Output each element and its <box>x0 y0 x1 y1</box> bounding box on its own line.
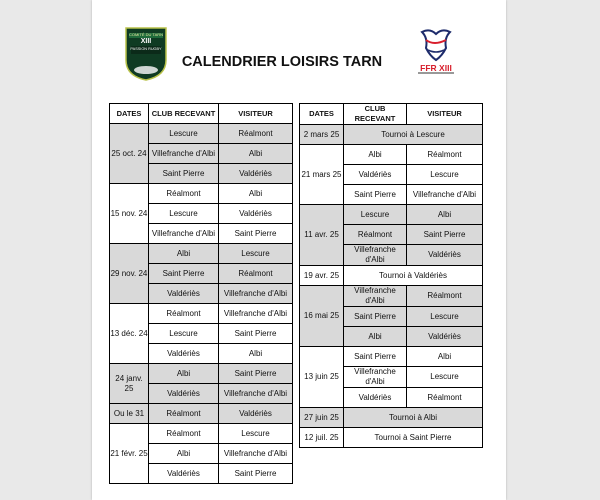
away-club-cell: Albi <box>407 347 483 367</box>
left-table-header-row <box>110 104 293 124</box>
away-club-cell: Saint Pierre <box>219 324 293 344</box>
home-club-cell: Réalmont <box>149 404 219 424</box>
away-club-cell: Villefranche d'Albi <box>219 444 293 464</box>
date-cell: 21 mars 25 <box>300 145 344 205</box>
away-club-cell: Valdériès <box>219 164 293 184</box>
match-row <box>110 304 293 324</box>
away-club-cell: Réalmont <box>219 264 293 284</box>
home-club-cell: Lescure <box>344 205 407 225</box>
left-logo-line-1: COMITÉ DU TARN <box>128 32 164 37</box>
document-page <box>92 0 506 500</box>
home-club-cell: Saint Pierre <box>344 185 407 205</box>
away-club-cell: Villefranche d'Albi <box>219 304 293 324</box>
tournament-cell: Tournoi à Albi <box>344 408 483 428</box>
date-cell: 19 avr. 25 <box>300 266 344 286</box>
ffr-xiii-logo-icon <box>412 26 460 82</box>
away-club-cell: Albi <box>219 344 293 364</box>
date-cell: 13 juin 25 <box>300 347 344 408</box>
date-cell: 29 nov. 24 <box>110 244 149 304</box>
away-club-cell: Lescure <box>407 307 483 327</box>
away-club-cell: Lescure <box>407 165 483 185</box>
away-club-cell: Villefranche d'Albi <box>219 384 293 404</box>
home-club-cell: Albi <box>344 145 407 165</box>
away-club-cell: Lescure <box>219 244 293 264</box>
home-club-cell: Réalmont <box>149 304 219 324</box>
away-club-cell: Albi <box>407 205 483 225</box>
right-table-header-row <box>300 104 483 125</box>
match-row <box>300 286 483 307</box>
date-cell: 24 janv. 25 <box>110 364 149 404</box>
home-club-cell: Saint Pierre <box>149 164 219 184</box>
home-club-cell: Albi <box>149 364 219 384</box>
left-schedule-table <box>109 103 293 484</box>
away-club-cell: Saint Pierre <box>219 464 293 484</box>
away-club-cell: Saint Pierre <box>219 364 293 384</box>
date-cell: 15 nov. 24 <box>110 184 149 244</box>
match-row <box>110 364 293 384</box>
home-club-cell: Albi <box>149 444 219 464</box>
left-logo-text <box>122 32 170 52</box>
right-table-body <box>300 125 483 448</box>
away-club-cell: Valdériès <box>219 404 293 424</box>
date-cell: 27 juin 25 <box>300 408 344 428</box>
home-club-cell: Valdériès <box>344 165 407 185</box>
tournament-row <box>300 266 483 286</box>
date-cell: 16 mai 25 <box>300 286 344 347</box>
match-row <box>110 184 293 204</box>
away-club-cell: Réalmont <box>407 286 483 307</box>
away-club-cell: Réalmont <box>407 388 483 408</box>
home-club-cell: Saint Pierre <box>344 307 407 327</box>
date-cell: 13 déc. 24 <box>110 304 149 364</box>
home-club-cell: Villefranche d'Albi <box>344 367 407 388</box>
away-club-cell: Albi <box>219 184 293 204</box>
tournament-cell: Tournoi à Saint Pierre <box>344 428 483 448</box>
home-club-cell: Lescure <box>149 204 219 224</box>
home-club-cell: Réalmont <box>149 184 219 204</box>
home-club-cell: Lescure <box>149 124 219 144</box>
away-club-cell: Saint Pierre <box>219 224 293 244</box>
home-club-cell: Villefranche d'Albi <box>149 224 219 244</box>
left-logo-line-2: XIII <box>140 38 152 45</box>
match-row <box>110 424 293 444</box>
tournament-row <box>300 428 483 448</box>
header-club-recevant: CLUB RECEVANT <box>149 104 219 124</box>
home-club-cell: Villefranche d'Albi <box>344 286 407 307</box>
tournament-row <box>300 408 483 428</box>
date-cell: 12 juil. 25 <box>300 428 344 448</box>
match-row <box>300 145 483 165</box>
home-club-cell: Albi <box>149 244 219 264</box>
away-club-cell: Valdériès <box>407 245 483 266</box>
home-club-cell: Valdériès <box>149 284 219 304</box>
home-club-cell: Albi <box>344 327 407 347</box>
tournament-row <box>300 125 483 145</box>
away-club-cell: Albi <box>219 144 293 164</box>
home-club-cell: Lescure <box>149 324 219 344</box>
match-row <box>110 244 293 264</box>
header-dates: DATES <box>300 104 344 125</box>
away-club-cell: Réalmont <box>407 145 483 165</box>
away-club-cell: Lescure <box>407 367 483 388</box>
home-club-cell: Saint Pierre <box>344 347 407 367</box>
header-club-recevant: CLUB RECEVANT <box>344 104 407 125</box>
date-cell: Ou le 31 <box>110 404 149 424</box>
away-club-cell: Valdériès <box>407 327 483 347</box>
date-cell: 2 mars 25 <box>300 125 344 145</box>
match-row <box>300 347 483 367</box>
left-logo-line-3: PASSION RUGBY <box>130 47 162 51</box>
date-cell: 11 avr. 25 <box>300 205 344 266</box>
match-row <box>110 404 293 424</box>
away-club-cell: Lescure <box>219 424 293 444</box>
home-club-cell: Valdériès <box>149 384 219 404</box>
home-club-cell: Villefranche d'Albi <box>149 144 219 164</box>
match-row <box>110 124 293 144</box>
tournament-cell: Tournoi à Valdériès <box>344 266 483 286</box>
header-visiteur: VISITEUR <box>407 104 483 125</box>
header-visiteur: VISITEUR <box>219 104 293 124</box>
right-schedule-table <box>299 103 483 448</box>
away-club-cell: Villefranche d'Albi <box>407 185 483 205</box>
page-title: CALENDRIER LOISIRS TARN <box>181 54 383 70</box>
away-club-cell: Villefranche d'Albi <box>219 284 293 304</box>
home-club-cell: Villefranche d'Albi <box>344 245 407 266</box>
home-club-cell: Valdériès <box>149 344 219 364</box>
home-club-cell: Saint Pierre <box>149 264 219 284</box>
right-logo-text: FFR XIII <box>420 63 452 73</box>
home-club-cell: Réalmont <box>149 424 219 444</box>
date-cell: 21 févr. 25 <box>110 424 149 484</box>
away-club-cell: Valdériès <box>219 204 293 224</box>
home-club-cell: Réalmont <box>344 225 407 245</box>
home-club-cell: Valdériès <box>344 388 407 408</box>
match-row <box>300 205 483 225</box>
away-club-cell: Réalmont <box>219 124 293 144</box>
left-table-body <box>110 124 293 484</box>
away-club-cell: Saint Pierre <box>407 225 483 245</box>
header-dates: DATES <box>110 104 149 124</box>
date-cell: 25 oct. 24 <box>110 124 149 184</box>
home-club-cell: Valdériès <box>149 464 219 484</box>
tournament-cell: Tournoi à Lescure <box>344 125 483 145</box>
